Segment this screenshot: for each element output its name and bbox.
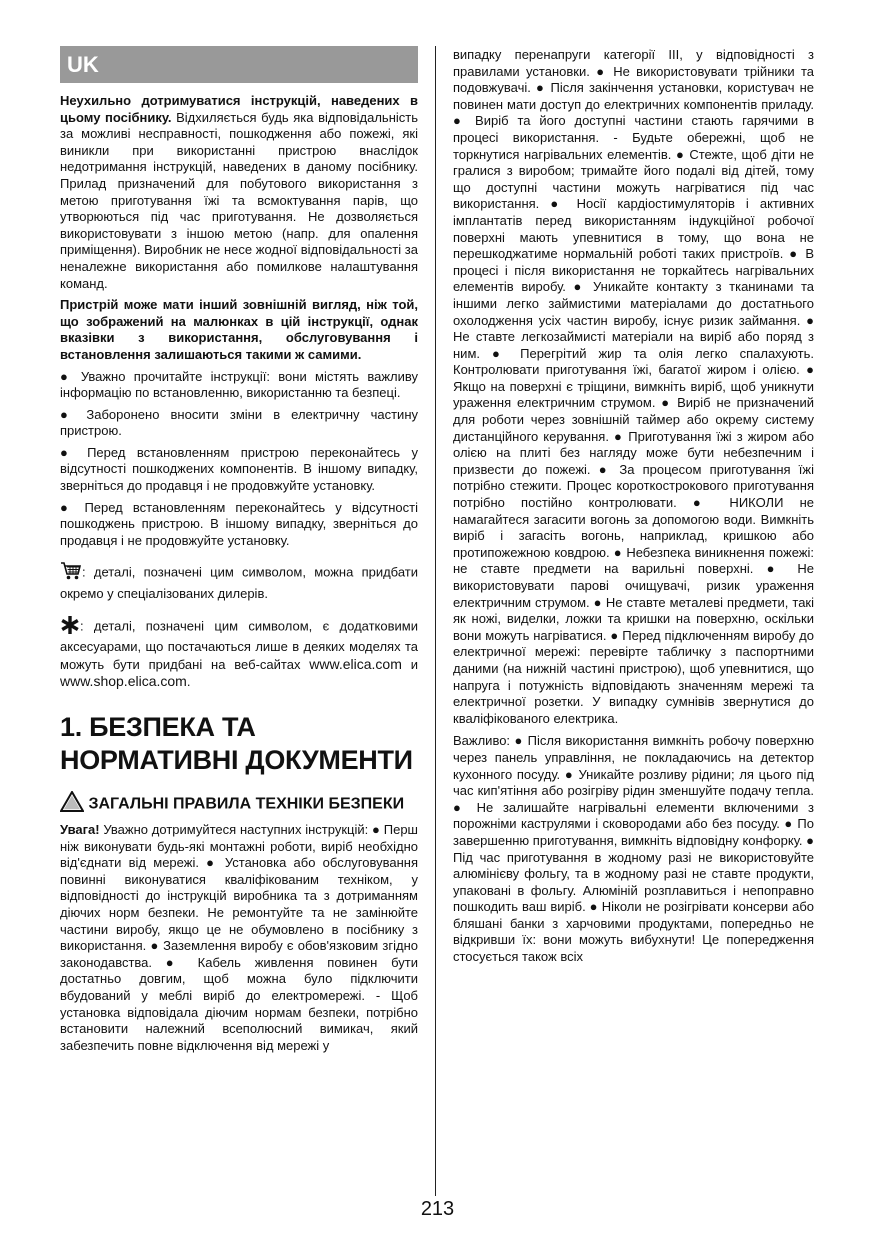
bullet-no-modifications: ● Заборонено вносити зміни в електричну частину пристрою. bbox=[60, 406, 418, 439]
column-divider bbox=[435, 46, 436, 1196]
language-header: UK bbox=[60, 46, 418, 83]
intro-paragraph bbox=[60, 93, 418, 292]
star-note bbox=[60, 615, 418, 691]
subsection-title bbox=[60, 791, 418, 818]
important-paragraph: Важливо: ● Після використання вимкніть робочу поверхню через панель управління, не покладаючись на детектор кухонного посуду. ● Уникайте розливу рідини; ля цього під час кип'ятіння або розігріву рідин зменшуйте подачу тепла. ● Не залишайте нагрівальні елементи включеними з порожніми каструлями і сковородами або без посуду. ● По завершенню приготування, вимкніть відповідну конфорку. ● Під час приготування в жодному разі не використовуйте алюмінієву фольгу, та в жодному разі не ставте продукти, упаковані в фольгу. Алюміній розплавиться і непоправно пошкодить ваш виріб. ● Ніколи не розігрівати консерви або бляшані банки з харчовими продуктами, попередньо не відкривши їх: вони можуть вибухнути! Це попередження стосується також всіх bbox=[453, 733, 814, 965]
elica-link[interactable]: www.elica.com bbox=[309, 655, 402, 672]
intro-bold: Неухильно дотримуватися інструкцій, наведених в цьому посібнику. bbox=[60, 93, 418, 125]
shopping-cart-icon bbox=[60, 561, 82, 586]
shop-elica-link[interactable]: www.shop.elica.com bbox=[60, 673, 187, 690]
asterisk-icon bbox=[60, 615, 80, 640]
subsection-title-text: ЗАГАЛЬНІ ПРАВИЛА ТЕХНІКИ БЕЗПЕКИ bbox=[88, 795, 405, 813]
section-title: 1. БЕЗПЕКА ТА НОРМАТИВНІ ДОКУМЕНТИ bbox=[60, 712, 413, 775]
url-end: . bbox=[186, 674, 191, 690]
intro-text: Відхиляється будь яка відповідальність за можливі несправності, пошкодження або пожежі, які виникли при використанні пристрою внаслідок недотримання інструкцій, наведених в даному посібнику. Прилад призначений для побутового використання з метою приготування їжі та всмоктування парів, що утворюються під час приготування. Не дозволяється використовувати з іншою метою (напр. для опалення приміщення). Виробник не несе жодної відповідальності за неналежне використання або помилкове налаштування команд. bbox=[60, 109, 418, 291]
bullet-check-components: ● Перед встановленням пристрою переконайтесь у відсутності пошкоджених компонентів. В іншому випадку, зверніться до продавця і не продовжуйте установку. bbox=[60, 444, 418, 494]
warning-paragraph bbox=[60, 822, 418, 1054]
warning-label: Увага! bbox=[60, 822, 100, 837]
url-and: и bbox=[401, 656, 418, 672]
bullet-check-damage: ● Перед встановленням переконайтесь у відсутності пошкоджень пристрою. В іншому випадку, зверніться до продавця і не продовжуйте установку. bbox=[60, 499, 418, 548]
appearance-note: Пристрій може мати інший зовнішній вигляд, ніж той, що зображений на малюнках в цій інструкції, однак вказівки з використання, обслуговування і встановлення залишаються такими ж самими. bbox=[60, 297, 418, 362]
warning-triangle-icon bbox=[60, 791, 84, 818]
bullet-read-instructions: ● Уважно прочитайте інструкції: вони містять важливу інформацію по встановленню, використанню та безпеці. bbox=[60, 368, 418, 401]
right-column bbox=[453, 47, 814, 971]
warning-text: Уважно дотримуйтеся наступних інструкцій: ● Перш ніж виконувати будь-які монтажні роботи, виріб необхідно від'єднати від мережі. ● Установка або обслуговування повинні виконуватися кваліфікованим техніком, у відповідності до інструкцій виробника та з дотриманням діючих норм безпеки. Не ремонтуйте та не замінюйте частини виробу, якщо це не обумовлено в посібнику з використання. ● Заземлення виробу є обов'язковим згідно законодавства. ● Кабель живлення повинен бути достатньо довгим, щоб можна було підключити вбудований у меблі виріб до електромережі. - Щоб установка відповідала діючим нормам безпеки, потрібно встановити належний всеполюсний вимикач, який забезпечить повне відключення від мережі у bbox=[60, 822, 418, 1053]
safety-paragraph: випадку перенапруги категорії III, у відповідності з правилами установки. ● Не використовувати трійники та подовжувачі. ● Після закінчення установки, користувач не повинен мати доступ до електричних компонентів приладу. ● Виріб та його доступні частини стають гарячими в процесі використання. - Будьте обережні, щоб не торкнутися нагрівальних елементів. ● Стежте, щоб діти не гралися з виробом; тримайте його подалі від дітей, тому що доступні частини можуть нагріватися під час використання. ● Носії кардіостимуляторів і активних імплантатів перед використанням індукційної робочої поверхні мають упевнитися в тому, що вона не перешкоджатиме нормальній роботі таких пристроїв. ● В процесі і після використання не торкайтесь нагрівальних елементів виробу. ● Уникайте контакту з тканинами та іншими легко займистими матеріалами до достатнього охолодження усіх частин виробу, існує ризик займання. ● Не ставте легкозаймисті матеріали на виріб або поряд з ним. ● Перегрітий жир та олія легко спалахують. Контролювати приготування їжі, багатої жиром і олією. ● Якщо на поверхні є тріщини, вимкніть виріб, щоб уникнути ураження електричним струмом. ● Виріб не призначений для роботи через зовнішній таймер або окрему систему дистанційного керування. ● Приготування їжі з жиром або олією на плиті без нагляду може бути небезпечним і призвести до пожежі. ● За процесом приготування їжі потрібно стежити. Процес короткострокового приготування потрібно постійно контролювати. ● НИКОЛИ не намагайтеся загасити вогонь за допомогою води. Вимкніть виріб і загасіть вогонь, наприклад, кришкою або протипожежною ковдрою. ● Небезпека виникнення пожежі: не ставте предмети на варильні поверхні. ● Не використовувати парові очищувачі, ризик ураження електричним струмом. ● Не ставте металеві предмети, такі як ножі, виделки, ложки та кришки на поверхню, оскільки вони можуть нагріватися. ● Перед підключенням виробу до електричної мережі: перевірте табличку з паспортними даними (на нижній частині пристрою), щоб упевнитися, що напруга і потужність відповідають значенням мережі та електричної розетки. У випадку сумнівів звернутися до кваліфікованого електрика. bbox=[453, 47, 814, 726]
cart-note bbox=[60, 561, 418, 602]
cart-note-text: : деталі, позначені цим символом, можна придбати окремо у спеціалізованих дилерів. bbox=[60, 565, 418, 602]
star-note-text: : деталі, позначені цим символом, є додатковими аксесуарами, що постачаються лише в деяких моделях та можуть бути придбані на веб-сайтах bbox=[60, 618, 418, 672]
page-number: 213 bbox=[420, 1198, 455, 1220]
left-column bbox=[60, 46, 418, 1059]
